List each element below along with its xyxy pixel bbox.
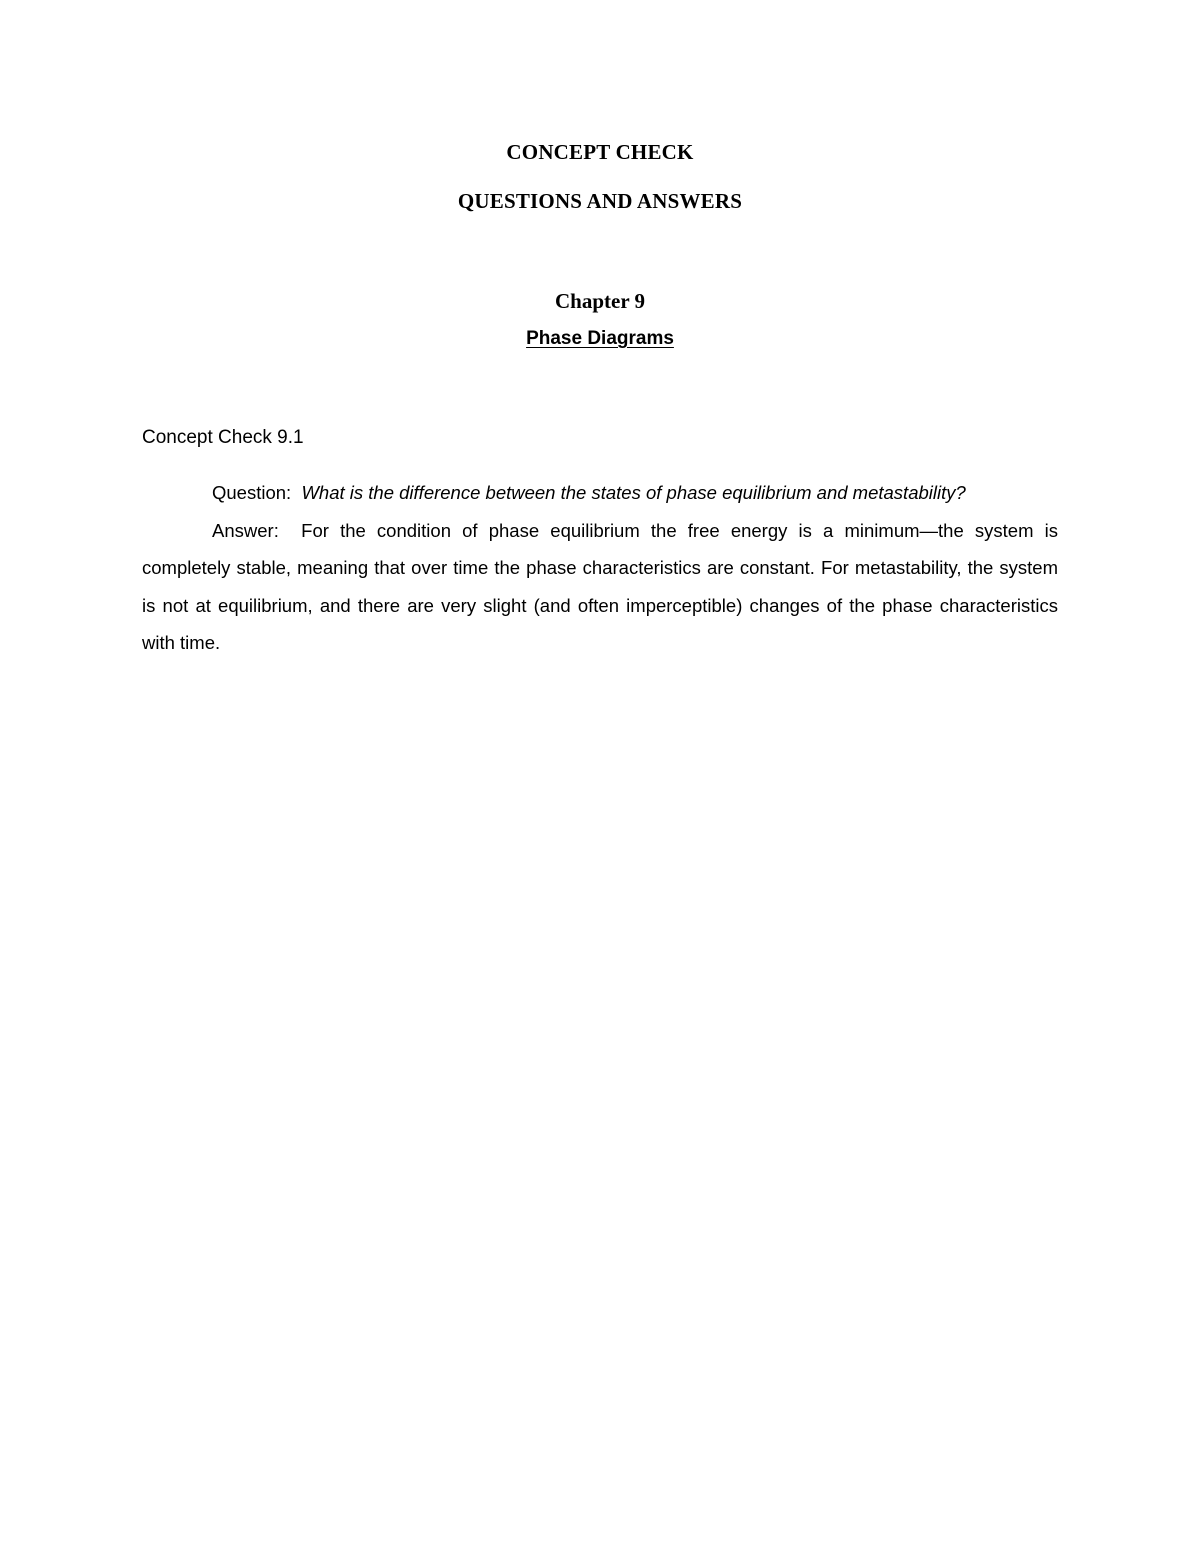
chapter-heading: Chapter 9: [554, 289, 646, 313]
concept-check-label: Concept Check 9.1: [142, 427, 304, 448]
document-title: CONCEPT CHECK: [506, 140, 694, 164]
answer-label: Answer:: [212, 519, 279, 541]
chapter-title: Phase Diagrams: [526, 328, 674, 349]
question-text: What is the difference between the states of phase equilibrium and metastability?: [301, 482, 966, 503]
question-paragraph: [142, 474, 1058, 512]
answer-text: For the condition of phase equilibrium the free energy is a minimum—the system is completely stable, meaning that over time the phase characteristics are constant. For metastability, the system is not at equilibrium, and there are very slight (and often imperceptible) changes of the phase characteristics with time.: [142, 519, 1059, 653]
question-label: Question:: [212, 482, 292, 503]
question-answer-block: [142, 474, 1058, 662]
document-subtitle: QUESTIONS AND ANSWERS: [457, 189, 743, 213]
answer-paragraph: [142, 512, 1058, 662]
